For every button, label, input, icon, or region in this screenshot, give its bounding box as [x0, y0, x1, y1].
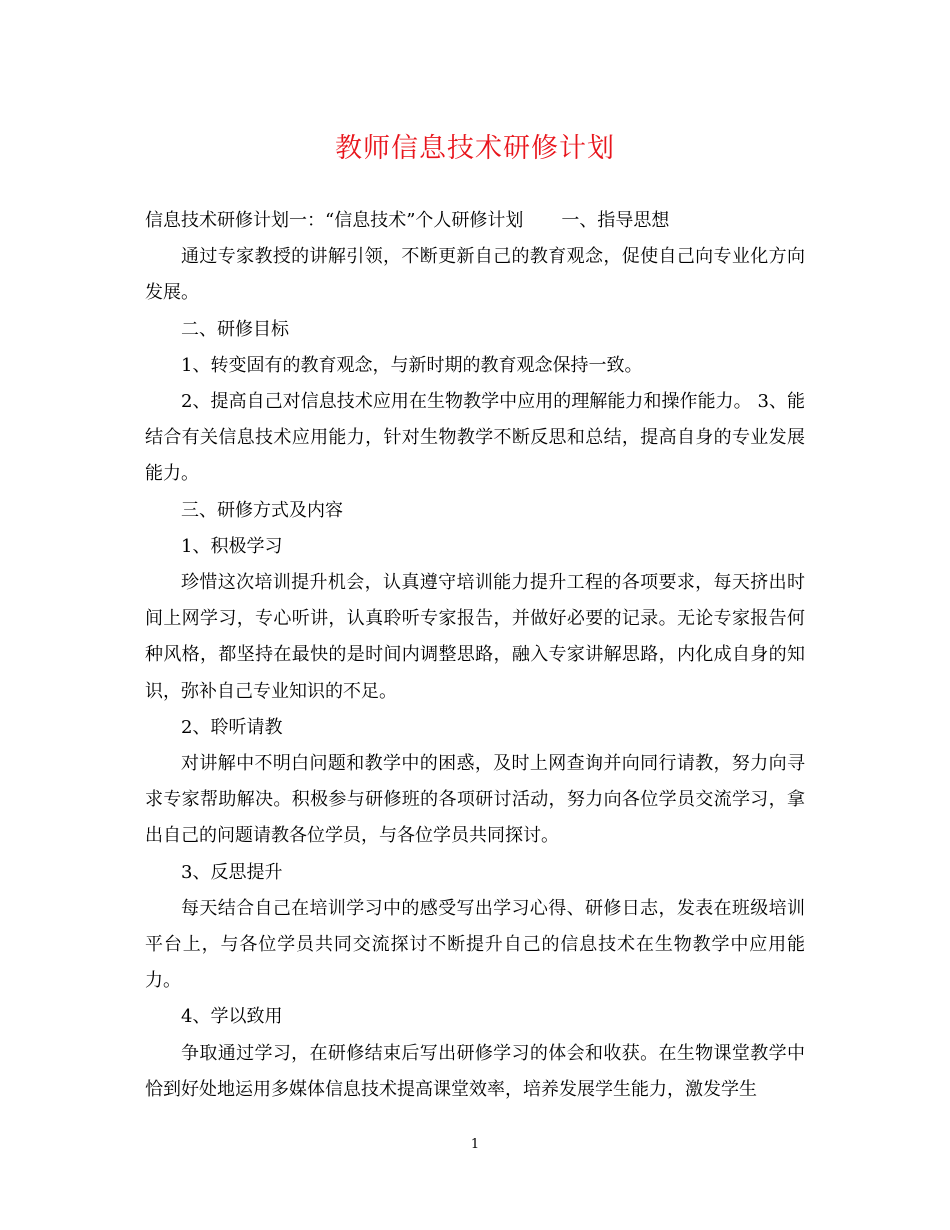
method-paragraph-2: 对讲解中不明白问题和教学中的困惑，及时上网查询并向同行请教，努力向寻求专家帮助解决。积极参与研修班的各项研讨活动，努力向各位学员交流学习，拿出自己的问题请教各位学员，与各位学员共同探讨。: [145, 753, 805, 847]
document-body: [145, 203, 805, 1108]
document-title: 教师信息技术研修计划: [335, 133, 615, 164]
goal-item-2-3: 2、提高自己对信息技术应用在生物教学中应用的理解能力和操作能力。 3、能结合有关信息技术应用能力，针对生物教学不断反思和总结，提高自身的专业发展能力。: [145, 391, 805, 485]
intro-line: [145, 203, 805, 239]
section-heading-guiding-ideology: 一、指导思想: [561, 210, 670, 231]
method-heading-1: 1、积极学习: [181, 535, 283, 557]
plan-heading: 信息技术研修计划一：“信息技术”个人研修计划: [145, 210, 524, 231]
paragraph-guiding-ideology: 通过专家教授的讲解引领，不断更新自己的教育观念，促使自己向专业化方向发展。: [145, 246, 805, 304]
page-number: 1: [470, 1137, 480, 1152]
method-paragraph-4: 争取通过学习，在研修结束后写出研修学习的体会和收获。在生物课堂教学中恰到好处地运用多媒体信息技术提高课堂效率，培养发展学生能力，激发学生: [145, 1042, 805, 1100]
method-paragraph-3: 每天结合自己在培训学习中的感受写出学习心得、研修日志，发表在班级培训平台上，与各位学员共同交流探讨不断提升自己的信息技术在生物教学中应用能力。: [145, 897, 805, 992]
section-heading-methods: 三、研修方式及内容: [181, 499, 343, 521]
goal-item-1: 1、转变固有的教育观念，与新时期的教育观念保持一致。: [181, 354, 643, 376]
method-heading-4: 4、学以致用: [181, 1006, 283, 1028]
method-heading-3: 3、反思提升: [181, 861, 283, 883]
section-heading-goals: 二、研修目标: [181, 318, 289, 340]
method-heading-2: 2、聆听请教: [181, 716, 283, 738]
method-paragraph-1: 珍惜这次培训提升机会，认真遵守培训能力提升工程的各项要求，每天挤出时间上网学习，专心听讲，认真聆听专家报告，并做好必要的记录。无论专家报告何种风格，都坚持在最快的是时间内调整思路，融入专家讲解思路，内化成自身的知识，弥补自己专业知识的不足。: [145, 572, 805, 702]
